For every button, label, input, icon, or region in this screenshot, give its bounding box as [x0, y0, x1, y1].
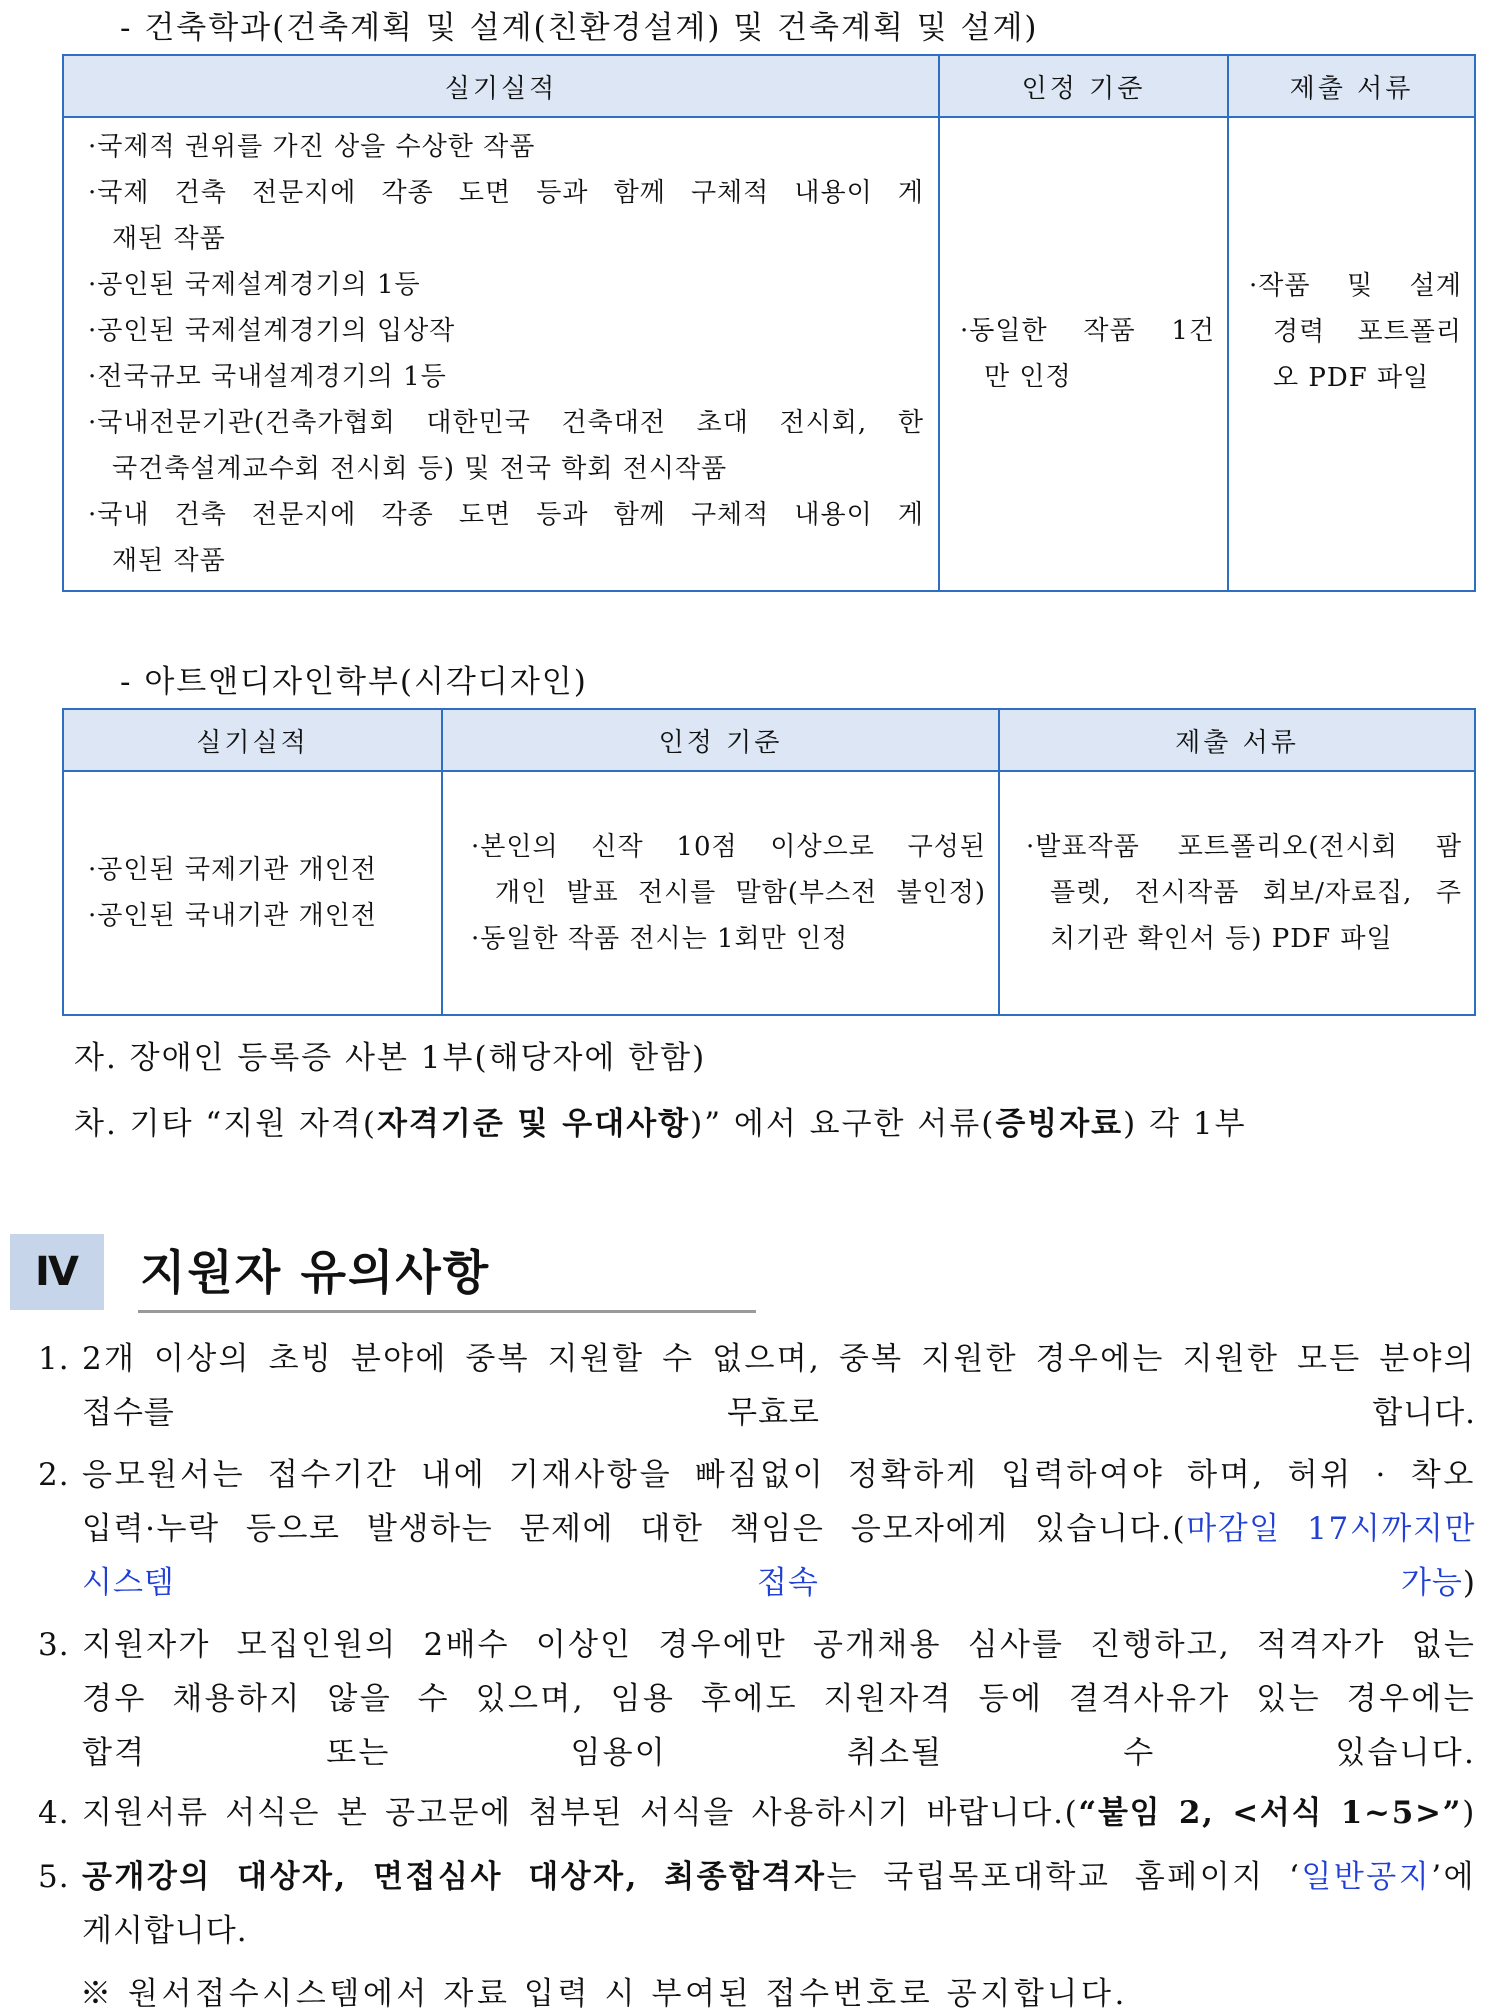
note-line: [82, 1850, 1476, 1904]
list-item: ·국제적 권위를 가진 상을 수상한 작품: [88, 132, 536, 162]
list-item: ·공인된 국제설계경기의 1등: [88, 270, 421, 300]
section2-title: - 아트앤디자인학부(시각디자인): [120, 664, 588, 700]
section-badge: [10, 1234, 104, 1310]
list-item: 오 PDF 파일: [1273, 363, 1430, 393]
note-line-text: ’에: [1431, 1859, 1476, 1895]
note-line: [82, 1502, 1476, 1556]
col-header-criteria: 인정 기준: [939, 55, 1228, 117]
cha-text-bold-a: 자격기준 및 우대사항: [376, 1106, 691, 1142]
list-item: 만 인정: [984, 362, 1072, 392]
list-item: ·발표작품 포트폴리오(전시회 팜: [1026, 832, 1462, 862]
deadline-notice: 마감일 17시까지만: [1186, 1511, 1476, 1547]
list-item: 재된 작품: [112, 224, 226, 254]
note-line: 응모원서는 접수기간 내에 기재사항을 빠짐없이 정확하게 입력하여야 하며, 허위 · 착오: [82, 1457, 1476, 1493]
note-line: 합격 또는 임용이 취소될 수 있습니다.: [82, 1735, 1476, 1771]
close-paren: ): [1462, 1795, 1476, 1831]
note-line: 접수를 무효로 합니다.: [82, 1395, 1476, 1431]
list-item: ·공인된 국제설계경기의 입상작: [88, 316, 456, 346]
heading-underline: [138, 1310, 756, 1313]
note-line: 지원자가 모집인원의 2배수 이상인 경우에만 공개채용 심사를 진행하고, 적격자가 없는: [82, 1627, 1476, 1663]
note-number: 3.: [38, 1627, 70, 1663]
list-item: 경력 포트폴리: [1273, 317, 1462, 347]
attachment-ref: “붙임 2, <서식 1~5>”: [1078, 1795, 1463, 1831]
documents-cell: [1228, 117, 1475, 591]
cha-text-bold-b: 증빙자료: [995, 1106, 1124, 1142]
note-line: 게시합니다.: [82, 1913, 248, 1949]
note-number: 4.: [38, 1795, 70, 1831]
general-notice-link: 일반공지: [1301, 1859, 1432, 1895]
list-item: ·작품 및 설계: [1249, 271, 1462, 301]
note-line: 경우 채용하지 않을 수 있으며, 임용 후에도 지원자격 등에 결격사유가 있는 경우에는: [82, 1681, 1476, 1717]
list-item: ·동일한 작품 전시는 1회만 인정: [471, 924, 849, 954]
table-architecture: [62, 54, 1476, 592]
note-number: 5.: [38, 1859, 70, 1895]
list-item: 치기관 확인서 등) PDF 파일: [1050, 924, 1393, 954]
list-item: ·공인된 국제기관 개인전: [88, 855, 377, 885]
list-item: 재된 작품: [112, 546, 226, 576]
criteria-cell: [442, 771, 999, 1015]
note-line-text: 는 국립목포대학교 홈페이지 ‘: [826, 1859, 1302, 1895]
note-number: 1.: [38, 1341, 70, 1377]
note-line: [82, 1556, 1476, 1610]
section-badge-label: Ⅳ: [35, 1249, 79, 1295]
section1-title: - 건축학과(건축계획 및 설계(친환경설계) 및 건축계획 및 설계): [120, 10, 1039, 46]
list-item: 플렛, 전시작품 회보/자료집, 주: [1050, 878, 1462, 908]
table-design: [62, 708, 1476, 1016]
announcement-targets: 공개강의 대상자, 면접심사 대상자, 최종합격자: [82, 1859, 827, 1895]
list-item: ·동일한 작품 1건: [960, 316, 1215, 346]
performance-cell: [63, 771, 442, 1015]
item-cha: [74, 1098, 1247, 1143]
list-item: ·국내전문기관(건축가협회 대한민국 건축대전 초대 전시회, 한: [88, 408, 924, 438]
col-header-documents: 제출 서류: [999, 709, 1475, 771]
section-heading: 지원자 유의사항: [140, 1246, 491, 1301]
cha-text-c: )” 에서 요구한 서류(: [690, 1106, 996, 1142]
note-mark: ※ 원서접수시스템에서 자료 입력 시 부여된 접수번호로 공지합니다.: [80, 1976, 1128, 2012]
criteria-cell: [939, 117, 1228, 591]
list-item: 국건축설계교수회 전시회 등) 및 전국 학회 전시작품: [112, 454, 728, 484]
list-item: ·공인된 국내기관 개인전: [88, 901, 377, 931]
col-header-performance: 실기실적: [63, 55, 939, 117]
note-line: [82, 1786, 1476, 1840]
system-access-notice: 시스템 접속 가능: [82, 1565, 1463, 1601]
item-ja: 자. 장애인 등록증 사본 1부(해당자에 한함): [74, 1040, 707, 1076]
note-line: 2개 이상의 초빙 분야에 중복 지원할 수 없으며, 중복 지원한 경우에는 지원한 모든 분야의: [82, 1341, 1476, 1377]
performance-cell: [63, 117, 939, 591]
list-item: 개인 발표 전시를 말함(부스전 불인정): [495, 878, 986, 908]
close-paren: ): [1462, 1565, 1476, 1601]
list-item: ·본인의 신작 10점 이상으로 구성된: [471, 832, 986, 862]
list-item: ·국내 건축 전문지에 각종 도면 등과 함께 구체적 내용이 게: [88, 500, 924, 530]
col-header-documents: 제출 서류: [1228, 55, 1475, 117]
documents-cell: [999, 771, 1475, 1015]
note-line-text: 입력·누락 등으로 발생하는 문제에 대한 책임은 응모자에게 있습니다.(: [82, 1511, 1187, 1547]
col-header-performance: 실기실적: [63, 709, 442, 771]
note-line-text: 지원서류 서식은 본 공고문에 첨부된 서식을 사용하시기 바랍니다.(: [82, 1795, 1079, 1831]
col-header-criteria: 인정 기준: [442, 709, 999, 771]
cha-text-e: ) 각 1부: [1123, 1106, 1247, 1142]
list-item: ·국제 건축 전문지에 각종 도면 등과 함께 구체적 내용이 게: [88, 178, 924, 208]
cha-text-a: 차. 기타 “지원 자격(: [74, 1106, 377, 1142]
list-item: ·전국규모 국내설계경기의 1등: [88, 362, 447, 392]
note-number: 2.: [38, 1457, 70, 1493]
